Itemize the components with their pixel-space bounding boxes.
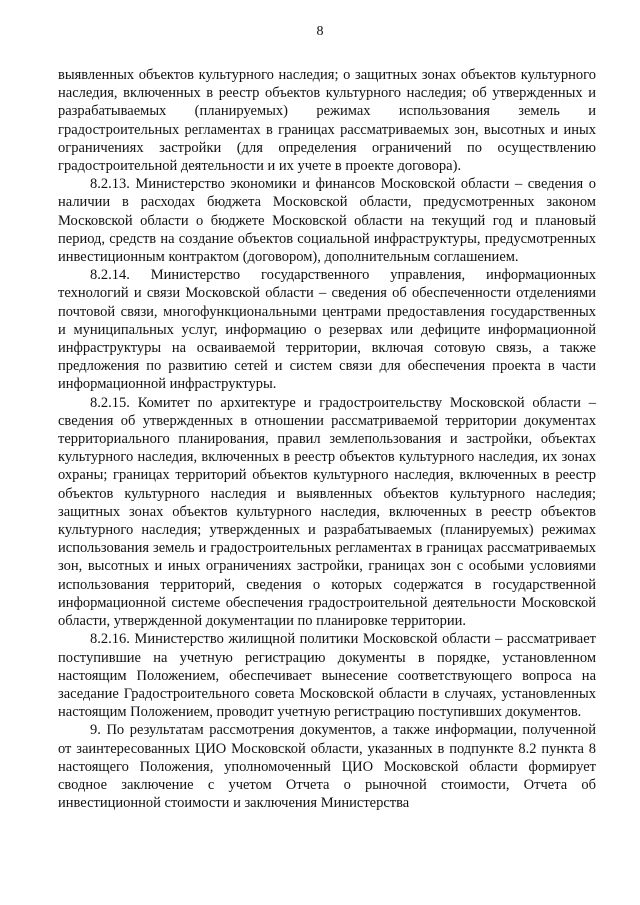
page-number: 8 <box>316 24 324 39</box>
paragraph-8-2-15: 8.2.15. Комитет по архитектуре и градостроительству Московской области – сведения об утвержденных в отношении рассматриваемой территории документах территориального планирования, правил землепользования и застройки, объектах культурного наследия, включенных в реестр объектов культурного наследия, их зонах охраны; границах территорий объектов культурного наследия, включенных в реестр объектов культурного наследия и выявленных объектов культурного наследия; защитных зонах объектов культурного наследия, включенных в реестр объектов культурного наследия; утвержденных и разрабатываемых (планируемых) режимах использования земель и градостроительных регламентах в границах рассматриваемых зон, высотных и иных ограничениях застройки, границах зон с особыми условиями использования территорий, сведения о которых содержатся в государственной информационной системе обеспечения градостроительной деятельности Московской области, утвержденной документации по планировке территории. <box>58 394 596 630</box>
page-body <box>58 66 596 812</box>
paragraph-9: 9. По результатам рассмотрения документов, а также информации, полученной от заинтересованных ЦИО Московской области, указанных в подпункте 8.2 пункта 8 настоящего Положения, уполномоченный ЦИО Московской области формирует сводное заключение с учетом Отчета о рыночной стоимости, Отчета об инвестиционной стоимости и заключения Министерства <box>58 722 596 812</box>
paragraph-8-2-13: 8.2.13. Министерство экономики и финансов Московской области – сведения о наличии в расходах бюджета Московской области, предусмотренных законом Московской области о бюджете Московской области на текущий год и плановый период, средств на создание объектов социальной инфраструктуры, предусмотренных инвестиционным контрактом (договором), дополнительным соглашением. <box>58 176 596 266</box>
paragraph-8-2-14: 8.2.14. Министерство государственного управления, информационных технологий и связи Московской области – сведения об обеспеченности отделениями почтовой связи, многофункциональными центрами предоставления государственных и муниципальных услуг, информацию о резервах или дефиците информационной инфраструктуры на осваиваемой территории, включая сотовую связь, а также предложения по развитию сетей и систем связи для обеспечения проекта в части информационной инфраструктуры. <box>58 267 596 393</box>
paragraph-8-2-16: 8.2.16. Министерство жилищной политики Московской области – рассматривает поступившие на учетную регистрацию документы в порядке, установленном настоящим Положением, обеспечивает вынесение соответствующего вопроса на заседание Градостроительного совета Московской области в случаях, установленных настоящим Положением, проводит учетную регистрацию поступивших документов. <box>58 631 596 721</box>
paragraph-continuation: выявленных объектов культурного наследия; о защитных зонах объектов культурного наследия, включенных в реестр объектов культурного наследия; об утвержденных и разрабатываемых (планируемых) режимах использования земель и градостроительных регламентах в границах рассматриваемых зон, высотных и иных ограничениях застройки (для определения ограничений по осуществлению градостроительной деятельности и их учете в проекте договора). <box>58 67 596 175</box>
